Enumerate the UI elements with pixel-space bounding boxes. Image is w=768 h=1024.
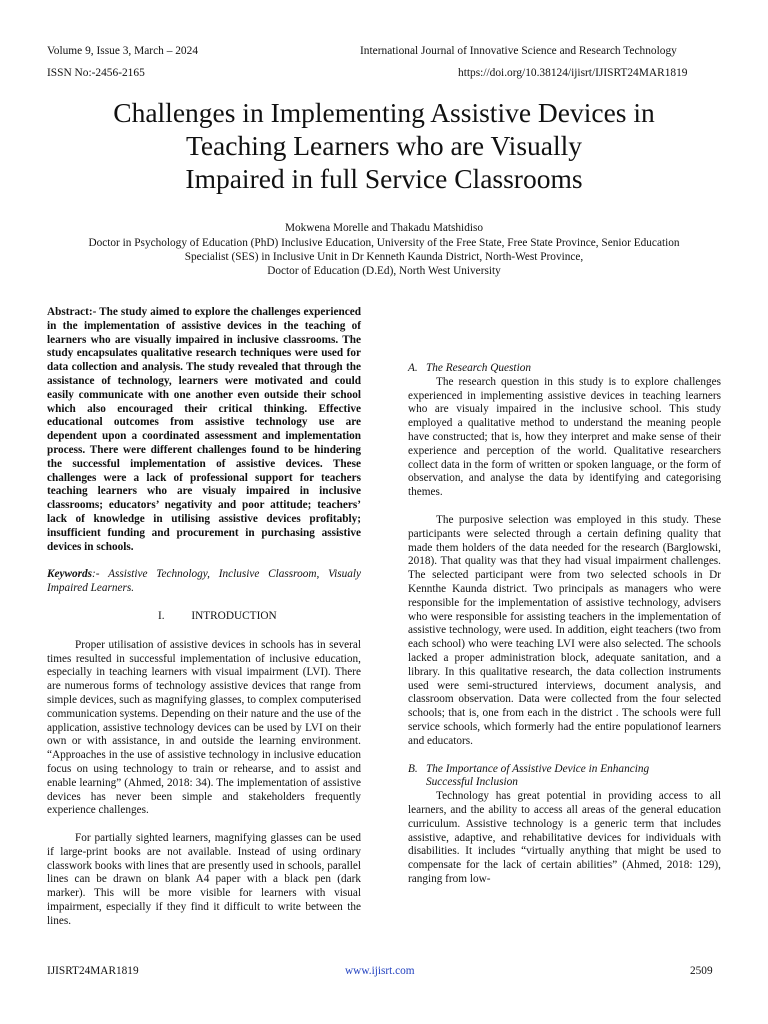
- section-number: I.: [158, 609, 165, 622]
- research-question-paragraph-2: The purposive selection was employed in this study. These participants were selected through a certain defining quality that made them holders of the data needed for the research (Barglowski, 2018). That quality was that they had visual impairment challenges. The selected participant were from two selected schools in Dr Kennthe Kaunda district. Two principals as managers who were responsible for the implementation of assistive technology, advisers who were responsible for assisting teachers in the implementation of assistive technology, were used. In addition, eight teachers (two from each school) who were teaching LVI were also selected. The schools lacked a proper administration block, adequate sanitation, and a library. In this qualitative research, the data collection instruments used were semi-structured interviews, document analysis, and classroom observation. Data were collected from the four selected schools; that is, one from each in the district . The schools were full service schools, which formerly had the entire populationof learners and educators.: [408, 513, 721, 747]
- author-affiliation-line-2: Specialist (SES) in Inclusive Unit in Dr Kenneth Kaunda District, North-West Province,: [184, 251, 584, 263]
- left-column: [47, 306, 361, 929]
- subsection-title-line-2: Successful Inclusion: [426, 776, 518, 789]
- keywords: [47, 568, 361, 596]
- running-header-doi[interactable]: https://doi.org/10.38124/ijisrt/IJISRT24MAR1819: [458, 67, 688, 79]
- footer-page-number: 2509: [690, 965, 713, 977]
- author-affiliation-line-1: Doctor in Psychology of Education (PhD) Inclusive Education, University of the Free State, Free State Province, Senior Education: [88, 237, 680, 249]
- paper-title: [40, 96, 728, 195]
- footer-paper-code: IJISRT24MAR1819: [47, 965, 139, 977]
- section-heading-introduction: [47, 610, 361, 624]
- subsection-heading-importance: [408, 763, 721, 791]
- footer-website-link[interactable]: www.ijisrt.com: [345, 965, 415, 977]
- subsection-label: A.: [408, 362, 418, 374]
- author-affiliation-line-3: Doctor of Education (D.Ed), North West University: [267, 265, 501, 277]
- keywords-text: Assistive Technology, Inclusive Classroom, Visualy Impaired Learners.: [47, 568, 361, 595]
- running-header-volume: Volume 9, Issue 3, March – 2024: [47, 45, 199, 57]
- paper-title-line-2: Teaching Learners who are Visually: [185, 130, 583, 161]
- keywords-label: Keywords: [47, 568, 92, 581]
- right-column: [408, 362, 721, 887]
- running-header-issn: ISSN No:-2456-2165: [47, 67, 145, 79]
- subsection-heading-research-question: [408, 362, 721, 376]
- introduction-paragraph-2: For partially sighted learners, magnifying glasses can be used if large-print books are not available. Instead of using ordinary classwork books with lines that are presently used in schools, parallel lines can be drawn on blank A4 paper with a black pen (dark marker). This will be more visible for learners with visual impairment, especially if they find it difficult to write between the lines.: [47, 832, 361, 927]
- importance-paragraph-1: Technology has great potential in providing access to all learners, and the ability to access all areas of the general education curriculum. Assistive technology is a generic term that includes assistive, adaptive, and rehabilitative devices for individuals with disabilities. It includes “virtually anything that might be used to compensate for the lack of certain abilities” (Ahmed, 2018: 129), ranging from low-: [408, 790, 721, 885]
- paper-title-line-3: Impaired in full Service Classrooms: [185, 163, 583, 194]
- subsection-title: The Research Question: [426, 362, 531, 374]
- research-question-paragraph-1: The research question in this study is to explore challenges experienced in implementing assistive devices in teaching learners who are visualy impaired in the inclusive school. This study employed a qualitative method to understand the meaning people have constructed; that is, how they interpret and make sense of their experience and perception of the world. Qualitative researchers collect data in the form of written or spoken language, or the form of observation, and analyse the data by identifying and categorising themes.: [408, 375, 721, 499]
- subsection-title-line-1: The Importance of Assistive Device in Enhancing: [426, 762, 650, 775]
- abstract-text: Abstract:- The study aimed to explore the challenges experienced in the implementation of assistive devices in the teaching of learners who are visually impaired in inclusive classrooms. The study encapsulates qualitative research techniques were used for data collection and analysis. The study revealed that through the assistance of technology, learners were motivated and could easily communicate with one another even outside their school which also encouraged their critical thinking. Effective educational outcomes from assistive technology use are dependent upon a coordinated assessment and implementation process. There were different challenges found to be hindering the successful implementation of assistive devices. These challenges were a lack of professional support for teachers teaching learners who are visualy impaired in inclusive classrooms; educators’ negativity and poor attitude; teachers’ lack of knowledge in utilising assistive devices profitably; insufficient funding and procurement in purchasing assistive devices in schools.: [47, 306, 361, 553]
- section-title: INTRODUCTION: [191, 609, 277, 622]
- running-header-journal: International Journal of Innovative Science and Research Technology: [360, 45, 677, 57]
- paper-title-line-1: Challenges in Implementing Assistive Devices in: [113, 97, 655, 128]
- subsection-label: B.: [408, 762, 418, 775]
- keywords-separator: :-: [92, 568, 100, 581]
- author-names: Mokwena Morelle and Thakadu Matshidiso: [284, 222, 484, 234]
- introduction-paragraph-1: Proper utilisation of assistive devices in schools has in several times resulted in successful implementation of inclusive education, especially in teaching learners with visual impairment (LVI). There are numerous forms of technology assistive devices that range from simple devices, such as magnifying glasses, to complex computerised communication systems. Depending on their nature and the use of the application, assistive technology devices can be used by LVI on their own or with assistance, in and outside the learning environment. “Approaches in the use of assistive technology in inclusive education focus on using technology to train or rehearse, and to assist and enable learning” (Ahmed, 2018: 34). The implementation of assistive devices has never been simple and stakeholders frequently experience challenges.: [47, 638, 361, 817]
